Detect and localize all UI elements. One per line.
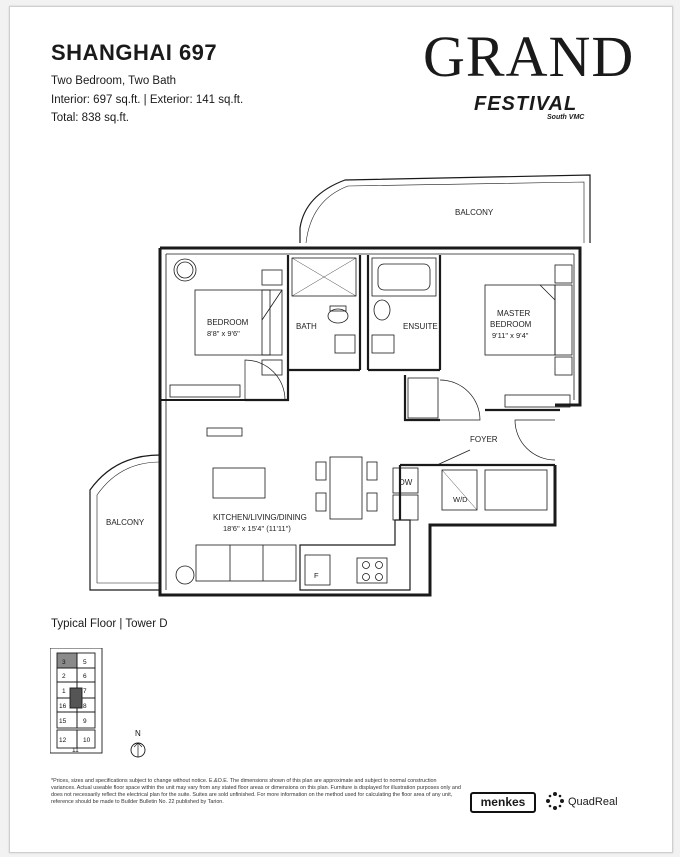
balcony-top-label: BALCONY — [455, 208, 494, 217]
svg-text:15: 15 — [59, 718, 67, 725]
brand-logo-festival: FESTIVAL — [474, 93, 578, 115]
quadreal-logo: QuadReal — [568, 796, 618, 808]
fridge-label: F — [314, 571, 319, 580]
master-label-2: BEDROOM — [490, 320, 532, 329]
floor-caption: Typical Floor | Tower D — [51, 618, 168, 630]
svg-text:10: 10 — [83, 737, 91, 744]
bedroom-dims: 8'8" x 9'6" — [207, 329, 240, 338]
wd-label: W/D — [453, 495, 468, 504]
closet-foyer — [405, 375, 440, 420]
exterior-wall-bottom — [160, 248, 555, 595]
north-label: N — [135, 729, 141, 738]
ensuite-toilet — [374, 300, 390, 320]
kitchen-dims: 18'6" x 15'4" (11'11") — [223, 524, 291, 533]
svg-text:8: 8 — [83, 703, 87, 710]
bedroom-label: BEDROOM — [207, 318, 249, 327]
svg-text:5: 5 — [83, 659, 87, 666]
wall-bedroom-south — [245, 370, 288, 400]
foyer-label: FOYER — [470, 435, 498, 444]
suite-subtitle: Two Bedroom, Two Bath — [51, 75, 177, 87]
cooktop — [357, 558, 387, 583]
suite-title: SHANGHAI 697 — [51, 40, 218, 65]
ensuite-label: ENSUITE — [403, 322, 438, 331]
suite-areas: Interior: 697 sq.ft. | Exterior: 141 sq.ft. — [51, 94, 244, 106]
quadreal-icon — [545, 791, 565, 811]
master-label-1: MASTER — [497, 309, 531, 318]
keyplan-unit-highlight — [57, 653, 77, 668]
ensuite-sink — [372, 335, 394, 353]
master-dims: 9'11" x 9'4" — [492, 331, 529, 340]
legal-disclaimer: *Prices, sizes and specifications subject to change without notice. E.&O.E. The dimensions shown of this plan are approximate and subject to normal construction variances. Actual useable floor space within the unit may vary from any stated floor areas or dimensions on this plan. Furniture is displayed for illustration purposes only and does not necessarily reflect the electrical plan for the suite. Suites are sold unfinished. For more information on the method used for calculating the floor area of any unit, reference should be made to Builder Bulletin No. 22 published by Tarion. — [51, 778, 461, 805]
fridge — [305, 555, 330, 585]
svg-text:16: 16 — [59, 703, 67, 710]
kitchen-label: KITCHEN/LIVING/DINING — [213, 513, 307, 522]
dining-table — [330, 457, 362, 519]
brand-logo-grand: GRAND — [423, 24, 635, 89]
dw-label: DW — [399, 478, 413, 487]
balcony-top-outline — [300, 175, 590, 243]
brand-location: South VMC — [547, 114, 585, 121]
svg-text:1: 1 — [62, 688, 66, 695]
svg-text:7: 7 — [83, 688, 87, 695]
svg-text:9: 9 — [83, 718, 87, 725]
bath-label: BATH — [296, 322, 317, 331]
svg-text:11: 11 — [72, 747, 79, 754]
key-plan — [50, 648, 160, 763]
svg-text:12: 12 — [59, 737, 67, 744]
sofa — [196, 545, 296, 581]
menkes-logo: menkes — [470, 792, 536, 813]
kitchen-island — [213, 468, 265, 498]
svg-text:6: 6 — [83, 673, 87, 680]
svg-text:2: 2 — [62, 673, 66, 680]
balcony-left-label: BALCONY — [106, 518, 145, 527]
svg-text:3: 3 — [62, 659, 66, 666]
suite-total: Total: 838 sq.ft. — [51, 112, 129, 124]
bath-sink — [335, 335, 355, 353]
